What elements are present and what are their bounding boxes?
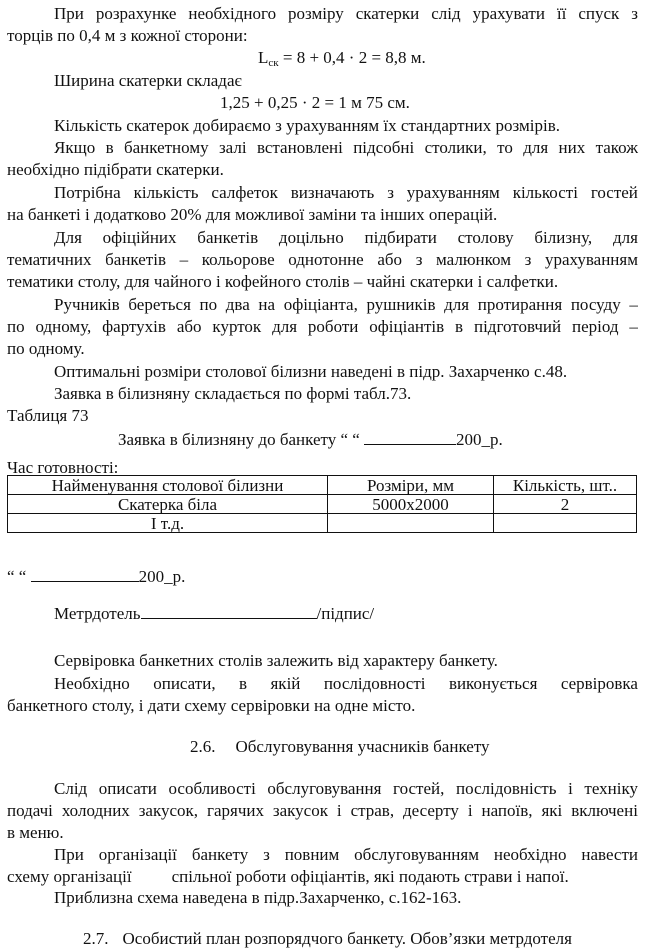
- word: –: [629, 317, 638, 336]
- word: офіціанта,: [283, 295, 358, 314]
- word: які: [541, 801, 563, 820]
- paragraph-line: торців по 0,4 м з кожної сторони:: [7, 26, 248, 45]
- word: рушників: [366, 295, 436, 314]
- word: повним: [284, 845, 340, 864]
- word: сервіровка: [560, 674, 638, 693]
- paragraph-line: [54, 139, 638, 156]
- word: підсобні: [353, 138, 415, 157]
- paragraph-line: [54, 5, 638, 22]
- word: кількість: [133, 183, 199, 202]
- word: обслуговуванням: [354, 845, 479, 864]
- word: гарячих: [206, 801, 264, 820]
- word: техніку: [584, 779, 638, 798]
- word: одному,: [35, 317, 92, 336]
- paragraph-line: схему організації спільної роботи офіціантів, які подають страви і напої.: [7, 867, 569, 886]
- paragraph-line: Приблизна схема наведена в підр.Захарченко, с.162-163.: [54, 888, 462, 907]
- word: столову: [457, 228, 514, 247]
- word: Необхідно: [54, 674, 130, 693]
- paragraph-line: банкетного столу, і дати схему сервіровки на одне місто.: [7, 696, 416, 715]
- word: малюнком: [436, 250, 511, 269]
- paragraph-line: тематики столу, для чайного і кофейного столів – чайні скатерки і салфетки.: [7, 272, 559, 291]
- word: Якщо: [54, 138, 96, 157]
- word: однотонне: [288, 250, 364, 269]
- word: гостей: [590, 183, 638, 202]
- word: гостей,: [393, 779, 445, 798]
- word: Ручників: [54, 295, 120, 314]
- table-row: [8, 514, 637, 533]
- word: розрахунке: [95, 4, 177, 23]
- paragraph-line: Оптимальні розміри столової білизни наведені в підр. Захарченко с.48.: [54, 362, 568, 381]
- word: подачі: [7, 801, 53, 820]
- word: доцільно: [278, 228, 344, 247]
- paragraph-line: [54, 229, 638, 246]
- formula-length: $L_{ск} = 8 + 0,4 \cdot 2 = 8,8$ м.: [258, 48, 426, 69]
- table-header: Кількість, шт..: [494, 476, 637, 495]
- word: тематичних: [7, 250, 92, 269]
- word: курток: [212, 317, 262, 336]
- word: в: [105, 138, 114, 157]
- word: то: [497, 138, 513, 157]
- paragraph-line: [54, 296, 638, 313]
- paragraph-line: на банкеті і додатково 20% для можливої заміни та інших операцій.: [7, 205, 498, 224]
- word: по: [199, 295, 218, 314]
- word: холодних: [61, 801, 130, 820]
- paragraph-line: Сервіровка банкетних столів залежить від характеру банкету.: [54, 651, 498, 670]
- word: організації: [98, 845, 177, 864]
- table-label: Таблиця 73: [7, 406, 89, 425]
- word: з: [524, 250, 532, 269]
- paragraph-line: Заявка в білизняну складається по формі табл.73.: [54, 384, 412, 403]
- word: її: [556, 4, 567, 23]
- word: скатерки: [355, 4, 420, 23]
- word: закусок: [272, 801, 328, 820]
- paragraph-line: [54, 184, 638, 201]
- table-header-row: [8, 476, 637, 495]
- word: визначають: [290, 183, 375, 202]
- word: по: [7, 317, 25, 336]
- paragraph-line: [54, 780, 638, 797]
- word: або: [176, 317, 202, 336]
- word: для: [612, 228, 638, 247]
- word: посуду: [570, 295, 621, 314]
- table-cell: І т.д.: [8, 514, 328, 533]
- paragraph-line: Ширина скатерки складає: [54, 71, 242, 90]
- table-cell: 2: [494, 495, 637, 514]
- maitre-signature-line: Метрдотель /підпис/: [54, 604, 375, 623]
- word: урахуванням: [544, 250, 638, 269]
- word: протирання: [477, 295, 563, 314]
- paragraph-line: [54, 675, 638, 692]
- word: або: [377, 250, 403, 269]
- word: з: [631, 4, 638, 23]
- word: Слід: [54, 779, 88, 798]
- word: два: [225, 295, 250, 314]
- word: в: [239, 674, 248, 693]
- word: необхідного: [188, 4, 277, 23]
- word: навести: [581, 845, 638, 864]
- word: закусок,: [138, 801, 199, 820]
- section-heading-2-7: 2.7. Особистий план розпорядчого банкету. Обов’язки метрдотеля: [83, 929, 572, 948]
- word: підбирати: [364, 228, 437, 247]
- word: білизну,: [534, 228, 593, 247]
- word: урахувати: [472, 4, 545, 23]
- word: з: [263, 845, 270, 864]
- word: офіційних: [102, 228, 177, 247]
- word: спуск: [578, 4, 620, 23]
- word: –: [629, 295, 638, 314]
- ready-time-label: Час готовності:: [7, 458, 119, 477]
- word: розміру: [288, 4, 344, 23]
- word: необхідно: [493, 845, 567, 864]
- paragraph-line: [7, 318, 638, 335]
- word: кольорове: [201, 250, 275, 269]
- word: При: [54, 845, 84, 864]
- table-row: [8, 495, 637, 514]
- word: –: [179, 250, 189, 269]
- word: десерту: [403, 801, 459, 820]
- formula-width: 1,25 + 0,25 · 2 = 1 м 75 см.: [220, 93, 410, 112]
- paragraph-line: [54, 846, 638, 863]
- word: банкетів: [197, 228, 259, 247]
- word: фартухів: [102, 317, 166, 336]
- table-cell: Скатерка біла: [8, 495, 328, 514]
- word: з: [387, 183, 394, 202]
- word: салфеток: [211, 183, 278, 202]
- word: включені: [571, 801, 638, 820]
- word: період: [571, 317, 619, 336]
- word: страв,: [350, 801, 395, 820]
- word: При: [54, 4, 84, 23]
- word: і: [467, 801, 473, 820]
- table-cell: 5000x2000: [328, 495, 494, 514]
- paragraph-line: [7, 251, 638, 268]
- word: послідовність: [455, 779, 557, 798]
- word: залі: [218, 138, 247, 157]
- word: банкету: [191, 845, 249, 864]
- word: слід: [431, 4, 461, 23]
- word: і: [336, 801, 342, 820]
- word: напоїв,: [481, 801, 533, 820]
- word: і: [568, 779, 573, 798]
- paragraph-line: по одному.: [7, 339, 85, 358]
- paragraph-line: [7, 802, 638, 819]
- paragraph-line: в меню.: [7, 823, 64, 842]
- word: банкетів: [105, 250, 166, 269]
- word: особливості: [168, 779, 256, 798]
- word: офіціантів: [369, 317, 445, 336]
- table-cell: [328, 514, 494, 533]
- word: з: [415, 250, 423, 269]
- word: описати: [98, 779, 157, 798]
- word: описати,: [153, 674, 216, 693]
- word: на: [258, 295, 276, 314]
- word: Для: [54, 228, 82, 247]
- table-cell: [494, 514, 637, 533]
- word: для: [444, 295, 470, 314]
- word: урахуванням: [406, 183, 500, 202]
- date-line: “ “ 200_р.: [7, 567, 186, 586]
- word: для: [523, 138, 549, 157]
- word: них: [558, 138, 586, 157]
- word: банкетному: [123, 138, 209, 157]
- word: встановлені: [256, 138, 343, 157]
- table-header: Розміри, мм: [328, 476, 494, 495]
- word: виконується: [448, 674, 538, 693]
- word: послідовності: [323, 674, 426, 693]
- word: для: [272, 317, 298, 336]
- word: підготовчий: [473, 317, 562, 336]
- word: також: [595, 138, 638, 157]
- word: роботи: [307, 317, 359, 336]
- word: кількості: [512, 183, 578, 202]
- word: обслуговування: [267, 779, 382, 798]
- word: в: [455, 317, 464, 336]
- section-heading-2-6: 2.6. Обслуговування учасників банкету: [190, 737, 490, 756]
- linen-request-table: [7, 475, 637, 533]
- paragraph-line: необхідно підібрати скатерки.: [7, 160, 224, 179]
- word: столики,: [424, 138, 487, 157]
- word: Потрібна: [54, 183, 121, 202]
- request-title: Заявка в білизняну до банкету “ “ 200_р.: [118, 430, 503, 449]
- word: якій: [270, 674, 301, 693]
- paragraph-line: Кількість скатерок добираємо з урахуванням їх стандартних розмірів.: [54, 116, 560, 135]
- word: береться: [128, 295, 191, 314]
- table-header: Найменування столової білизни: [8, 476, 328, 495]
